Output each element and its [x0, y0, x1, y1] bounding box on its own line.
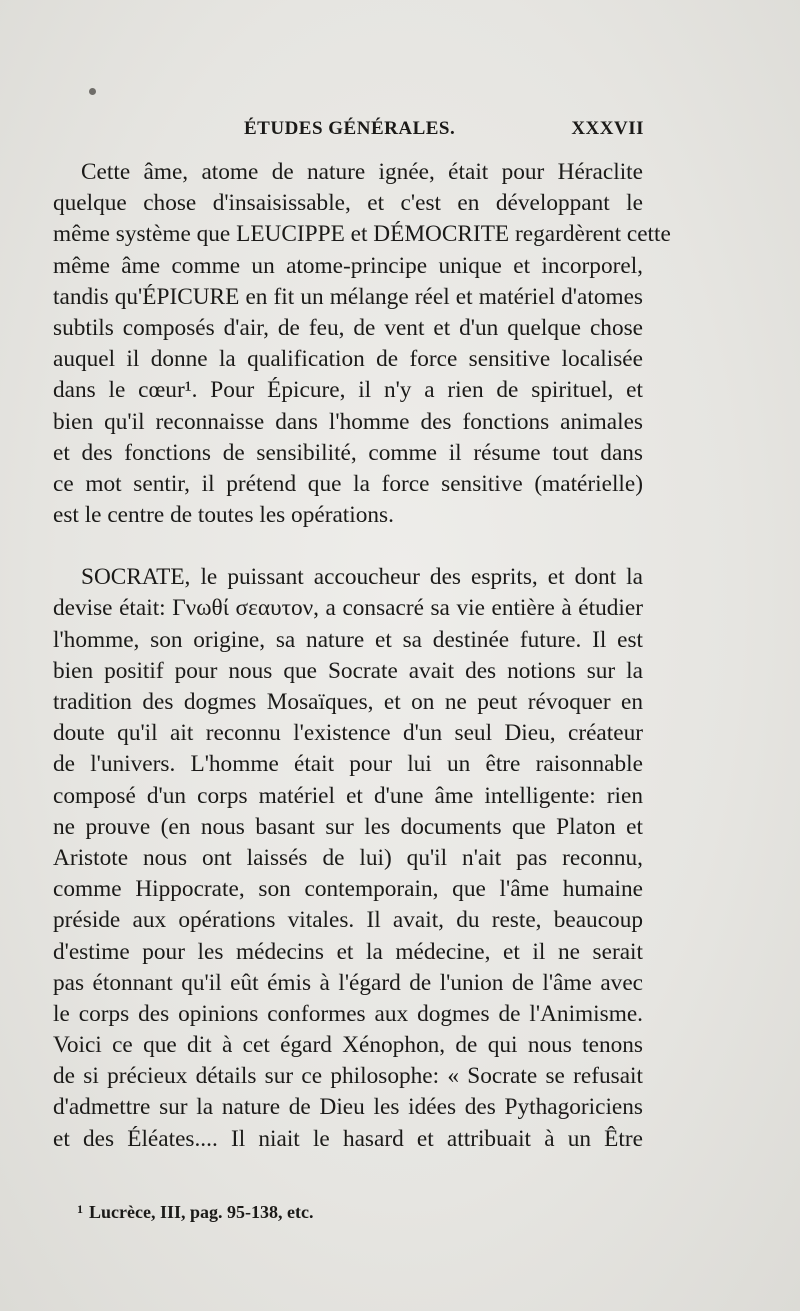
- text-line: de l'univers. L'homme était pour lui un être raisonnable: [53, 751, 643, 778]
- text-line: préside aux opérations vitales. Il avait, du reste, beaucoup: [53, 907, 643, 934]
- text-line: Cette âme, atome de nature ignée, était pour Héraclite: [81, 159, 643, 185]
- text-line: devise était: Γνωθί σεαυτον, a consacré sa vie entière à étudier: [53, 595, 643, 622]
- text-line: tandis qu'ÉPICURE en fit un mélange réel et matériel d'atomes: [53, 283, 643, 310]
- text-line: auquel il donne la qualification de force sensitive localisée: [53, 346, 643, 373]
- text-line: subtils composés d'air, de feu, de vent et d'un quelque chose: [53, 314, 643, 341]
- text-line: le corps des opinions conformes aux dogmes de l'Animisme.: [53, 1000, 643, 1027]
- text-line: ce mot sentir, il prétend que la force sensitive (matérielle): [53, 470, 643, 497]
- footnote-text: Lucrèce, III, pag. 95-138, etc.: [89, 1202, 314, 1222]
- text-line: SOCRATE, le puissant accoucheur des esprits, et dont la: [81, 564, 643, 591]
- text-line: comme Hippocrate, son contemporain, que l'âme humaine: [53, 876, 643, 903]
- text-line: bien positif pour nous que Socrate avait des notions sur la: [53, 657, 643, 684]
- footnote: [77, 1202, 477, 1223]
- text-line: composé d'un corps matériel et d'une âme intelligente: rien: [53, 782, 643, 809]
- paragraph-gap: [53, 531, 643, 562]
- text-line: et des Éléates.... Il niait le hasard et attribuait à un Être: [53, 1125, 643, 1152]
- text-line: l'homme, son origine, sa nature et sa destinée future. Il est: [53, 626, 643, 653]
- page-number: XXXVII: [571, 118, 644, 139]
- text-line: de si précieux détails sur ce philosophe: « Socrate se refusait: [53, 1063, 643, 1090]
- body-text: [53, 157, 671, 1155]
- footnote-marker: 1: [77, 1202, 83, 1216]
- text-line: Voici ce que dit à cet égard Xénophon, de qui nous tenons: [53, 1032, 643, 1059]
- ink-spot: [89, 88, 96, 95]
- page-header: [244, 118, 644, 146]
- text-line: tradition des dogmes Mosaïques, et on ne peut révoquer en: [53, 689, 643, 715]
- running-head: ÉTUDES GÉNÉRALES.: [244, 118, 456, 139]
- text-line: d'estime pour les médecins et la médecine, et il ne serait: [53, 938, 643, 965]
- text-line: doute qu'il ait reconnu l'existence d'un seul Dieu, créateur: [53, 720, 643, 747]
- text-line: ne prouve (en nous basant sur les documents que Platon et: [53, 813, 643, 840]
- paragraph-1: [53, 157, 671, 531]
- text-line: même âme comme un atome-principe unique et incorporel,: [53, 252, 643, 279]
- text-line: et des fonctions de sensibilité, comme il résume tout dans: [53, 439, 643, 466]
- text-line: Aristote nous ont laissés de lui) qu'il n'ait pas reconnu,: [53, 844, 643, 871]
- paragraph-2: [53, 562, 643, 1155]
- text-line: d'admettre sur la nature de Dieu les idées des Pythagoriciens: [53, 1094, 643, 1121]
- text-line: quelque chose d'insaisissable, et c'est en développant le: [53, 190, 643, 217]
- text-line: pas étonnant qu'il eût émis à l'égard de l'union de l'âme avec: [53, 969, 643, 996]
- text-line: dans le cœur¹. Pour Épicure, il n'y a rien de spirituel, et: [53, 377, 643, 404]
- text-line: même système que LEUCIPPE et DÉMOCRITE regardèrent cette: [53, 221, 671, 248]
- text-line: est le centre de toutes les opérations.: [53, 502, 394, 529]
- text-line: bien qu'il reconnaisse dans l'homme des fonctions animales: [53, 408, 643, 435]
